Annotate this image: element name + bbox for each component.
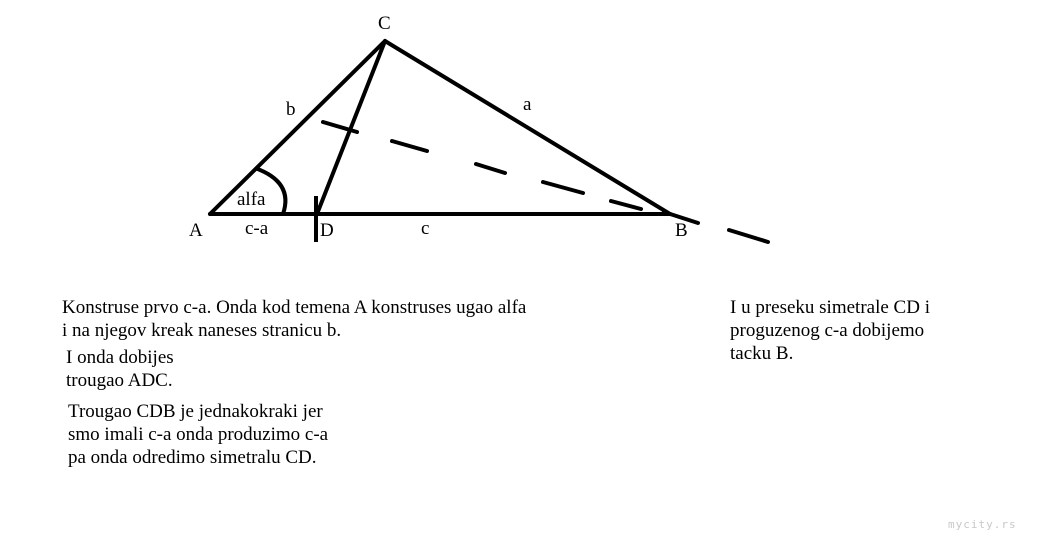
watermark: mycity.rs [948,518,1017,531]
label-point-d: D [320,220,334,241]
note-step1-line1: Konstruse prvo c-a. Onda kod temena A konstruses ugao alfa [62,297,527,318]
label-side-a: a [523,94,532,115]
note-step2-line1: I onda dobijes [66,347,174,368]
note-step3-line1: Trougao CDB je jednakokraki jer [68,401,323,422]
note-step1-line2: i na njegov kreak naneses stranicu b. [62,320,342,341]
side-cb [385,41,670,214]
label-segment-c-minus-a: c-a [245,218,269,239]
note-step4-line1: I u preseku simetrale CD i [730,297,930,318]
note-step4-line2: proguzenog c-a dobijemo [730,320,925,341]
label-vertex-a: A [189,220,203,241]
note-step4-line3: tacku B. [730,343,794,364]
label-angle-alfa: alfa [237,189,266,210]
label-side-c: c [421,218,430,239]
label-vertex-c: C [378,13,391,34]
segment-cd [317,41,385,214]
note-step3-line3: pa onda odredimo simetralu CD. [68,447,317,468]
note-step2-line2: trougao ADC. [66,370,173,391]
label-vertex-b: B [675,220,688,241]
label-side-b: b [286,99,296,120]
note-step3-line2: smo imali c-a onda produzimo c-a [68,424,329,445]
